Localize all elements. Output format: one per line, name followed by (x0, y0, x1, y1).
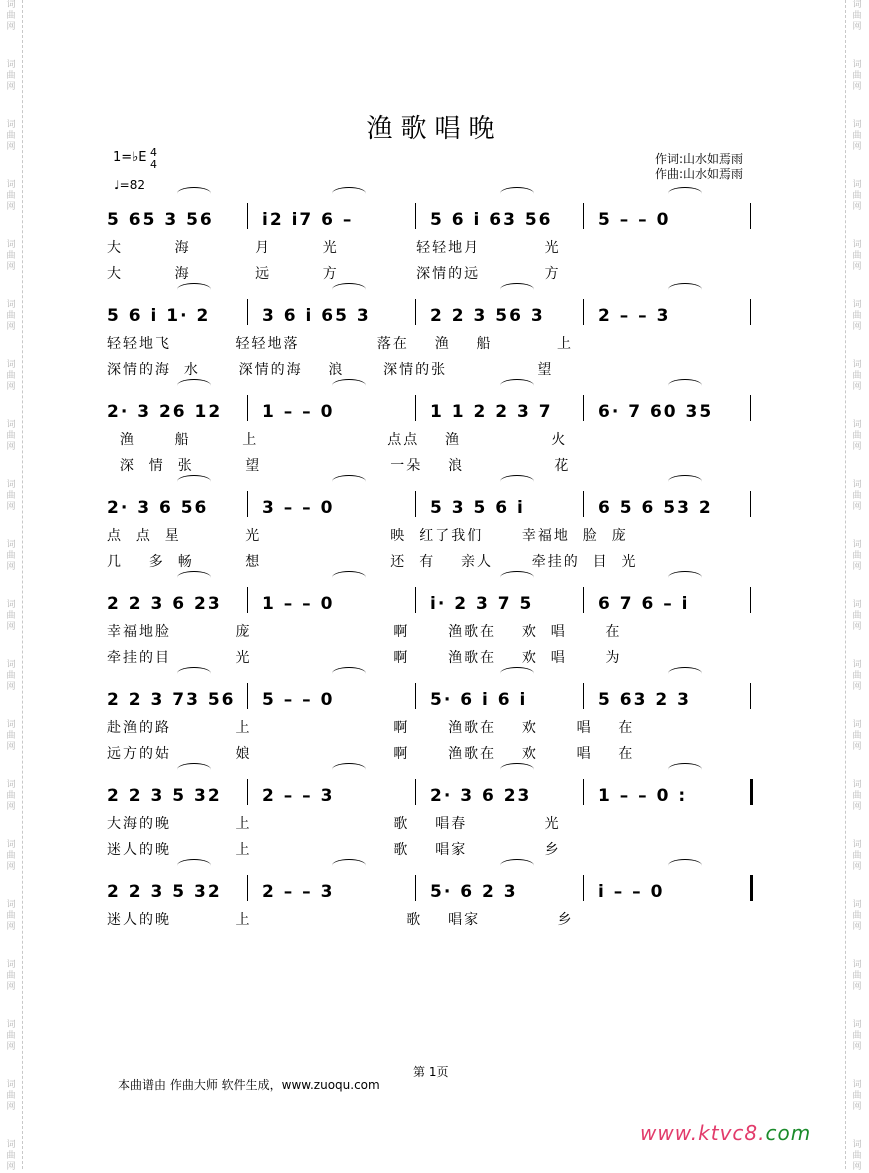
measure-notes: 2 2 3 56 3 (430, 306, 545, 326)
key-prefix: 1= (113, 150, 133, 165)
slur-mark (668, 187, 702, 200)
measure-notes: 5 65 3 56 (107, 210, 214, 230)
measure-notes: 5 – – 0 (262, 690, 335, 710)
slur-mark (332, 379, 366, 392)
barline (247, 587, 248, 613)
measure-notes: 5· 6 i 6 i (430, 690, 528, 710)
slur-mark (500, 859, 534, 872)
margin-watermark: 词 曲 网 (852, 840, 862, 872)
margin-watermark: 词 曲 网 (6, 360, 16, 392)
slur-mark (177, 475, 211, 488)
slur-mark (500, 283, 534, 296)
measure-notes: 6 5 6 53 2 (598, 498, 713, 518)
barline (415, 491, 416, 517)
barline (247, 491, 248, 517)
margin-watermark: 词 曲 网 (6, 1020, 16, 1052)
margin-watermark: 词 曲 网 (852, 960, 862, 992)
footer-note: 本曲谱由 作曲大师 软件生成，www.zuoqu.com (118, 1078, 380, 1092)
barline (583, 491, 584, 517)
lyric-verse-2: 远方的姑 娘 啊 渔歌在 欢 唱 在 (107, 746, 635, 762)
measure-notes: 1 1 2 2 3 7 (430, 402, 553, 422)
measure-notes: i – – 0 (598, 882, 665, 902)
score-row (0, 195, 869, 291)
lyric-verse-1: 赴渔的路 上 啊 渔歌在 欢 唱 在 (107, 720, 635, 736)
barline (583, 779, 584, 805)
barline (415, 395, 416, 421)
measure-notes: 2 2 3 5 32 (107, 882, 222, 902)
measure-notes: 3 – – 0 (262, 498, 335, 518)
measure-notes: 3 6 i 65 3 (262, 306, 371, 326)
barline (583, 587, 584, 613)
measure-notes: 5 63 2 3 (598, 690, 691, 710)
margin-watermark: 词 曲 网 (852, 780, 862, 812)
measure-notes: 2· 3 26 12 (107, 402, 223, 422)
barline (750, 683, 751, 709)
barline (750, 875, 753, 901)
margin-watermark: 词 曲 网 (6, 120, 16, 152)
time-top: 4 (150, 146, 157, 159)
slur-mark (668, 283, 702, 296)
barline (247, 299, 248, 325)
margin-watermark: 词 曲 网 (852, 240, 862, 272)
margin-watermark: 词 曲 网 (6, 300, 16, 332)
score-row (0, 771, 869, 867)
measure-notes: 2 – – 3 (262, 882, 335, 902)
lyric-verse-2: 几 多 畅 想 还 有 亲人 牵挂的 目 光 (107, 554, 638, 570)
measure-notes: 5 – – 0 (598, 210, 671, 230)
margin-watermark: 词 曲 网 (6, 1080, 16, 1112)
song-title: 渔歌唱晚 (366, 114, 503, 144)
margin-watermark: 词 曲 网 (6, 420, 16, 452)
slur-mark (668, 763, 702, 776)
margin-watermark: 词 曲 网 (852, 420, 862, 452)
site-main: www.ktvc8. (640, 1121, 766, 1145)
site-watermark (640, 1121, 811, 1145)
key-flat: ♭E (132, 150, 147, 165)
slur-mark (177, 187, 211, 200)
slur-mark (500, 187, 534, 200)
slur-mark (668, 379, 702, 392)
margin-watermark: 词 曲 网 (6, 0, 16, 32)
slur-mark (668, 667, 702, 680)
barline (247, 875, 248, 901)
barline (583, 203, 584, 229)
slur-mark (500, 571, 534, 584)
slur-mark (177, 667, 211, 680)
margin-watermark: 词 曲 网 (6, 900, 16, 932)
barline (247, 779, 248, 805)
margin-watermark: 词 曲 网 (852, 360, 862, 392)
margin-watermark: 词 曲 网 (6, 780, 16, 812)
barline (415, 875, 416, 901)
lyric-verse-2: 深 情 张 望 一朵 浪 花 (107, 458, 571, 474)
barline (750, 491, 751, 517)
score-row (0, 675, 869, 771)
credits (655, 152, 743, 182)
barline (247, 395, 248, 421)
margin-watermark: 词 曲 网 (6, 480, 16, 512)
margin-watermark: 词 曲 网 (6, 720, 16, 752)
lyric-verse-2: 大 海 远 方 深情的远 方 (107, 266, 561, 282)
measure-notes: 1 – – 0 (262, 402, 335, 422)
margin-watermark: 词 曲 网 (852, 300, 862, 332)
lyric-verse-1: 轻轻地飞 轻轻地落 落在 渔 船 上 (107, 336, 574, 352)
barline (583, 395, 584, 421)
slur-mark (668, 475, 702, 488)
margin-watermark: 词 曲 网 (6, 660, 16, 692)
score-row (0, 387, 869, 483)
page-number: 第 1页 (413, 1065, 449, 1079)
measure-notes: i2 i7 6 – (262, 210, 354, 230)
measure-notes: 1 – – 0 (262, 594, 335, 614)
margin-watermark: 词 曲 网 (6, 60, 16, 92)
slur-mark (177, 763, 211, 776)
lyric-verse-1: 大 海 月 光 轻轻地月 光 (107, 240, 561, 256)
slur-mark (332, 763, 366, 776)
measure-notes: 1 – – 0 : (598, 786, 688, 806)
slur-mark (500, 667, 534, 680)
tempo-marking: ♩=82 (114, 178, 145, 192)
slur-mark (668, 571, 702, 584)
barline (247, 203, 248, 229)
measure-notes: 2· 3 6 23 (430, 786, 532, 806)
barline (583, 875, 584, 901)
margin-watermark: 词 曲 网 (852, 120, 862, 152)
measure-notes: 5 6 i 63 56 (430, 210, 553, 230)
slur-mark (332, 283, 366, 296)
margin-watermark: 词 曲 网 (852, 600, 862, 632)
key-signature (113, 146, 157, 171)
slur-mark (332, 187, 366, 200)
measure-notes: 2 2 3 5 32 (107, 786, 222, 806)
site-tail: com (765, 1121, 812, 1145)
lyric-verse-1: 渔 船 上 点点 渔 火 (107, 432, 568, 448)
margin-watermark: 词 曲 网 (852, 660, 862, 692)
margin-watermark: 词 曲 网 (6, 240, 16, 272)
slur-mark (177, 283, 211, 296)
slur-mark (177, 571, 211, 584)
margin-watermark: 词 曲 网 (852, 1020, 862, 1052)
barline (583, 683, 584, 709)
barline (415, 779, 416, 805)
slur-mark (177, 859, 211, 872)
margin-watermark: 词 曲 网 (852, 0, 862, 32)
margin-watermark: 词 曲 网 (6, 840, 16, 872)
score-row (0, 291, 869, 387)
measure-notes: 6· 7 60 35 (598, 402, 714, 422)
lyric-verse-1: 迷人的晚 上 歌 唱家 乡 (107, 912, 574, 928)
slur-mark (332, 475, 366, 488)
slur-mark (668, 859, 702, 872)
slur-mark (177, 379, 211, 392)
lyric-verse-1: 幸福地脸 庞 啊 渔歌在 欢 唱 在 (107, 624, 622, 640)
time-bottom: 4 (150, 158, 157, 171)
lyric-verse-1: 大海的晚 上 歌 唱春 光 (107, 816, 561, 832)
measure-notes: 2 – – 3 (262, 786, 335, 806)
barline (583, 299, 584, 325)
margin-watermark: 词 曲 网 (6, 540, 16, 572)
measure-notes: 5 6 i 1· 2 (107, 306, 211, 326)
lyricist-credit: 作词:山水如焉雨 (655, 152, 744, 166)
barline (415, 203, 416, 229)
score-row (0, 867, 869, 963)
barline (750, 587, 751, 613)
lyric-verse-2: 迷人的晚 上 歌 唱家 乡 (107, 842, 561, 858)
margin-watermark: 词 曲 网 (852, 900, 862, 932)
margin-watermark: 词 曲 网 (6, 600, 16, 632)
time-signature (150, 147, 157, 171)
margin-watermark: 词 曲 网 (6, 1140, 16, 1172)
measure-notes: 2 2 3 73 56 (107, 690, 236, 710)
score-row (0, 483, 869, 579)
slur-mark (332, 859, 366, 872)
measure-notes: 2 – – 3 (598, 306, 671, 326)
slur-mark (332, 667, 366, 680)
margin-watermark: 词 曲 网 (852, 60, 862, 92)
measure-notes: 5· 6 2 3 (430, 882, 518, 902)
margin-watermark: 词 曲 网 (6, 960, 16, 992)
barline (247, 683, 248, 709)
barline (750, 779, 753, 805)
measure-notes: 5 3 5 6 i (430, 498, 525, 518)
barline (750, 395, 751, 421)
composer-credit: 作曲:山水如焉雨 (655, 167, 744, 181)
measure-notes: i· 2 3 7 5 (430, 594, 534, 614)
barline (415, 683, 416, 709)
slur-mark (332, 571, 366, 584)
lyric-verse-2: 牵挂的目 光 啊 渔歌在 欢 唱 为 (107, 650, 622, 666)
slur-mark (500, 379, 534, 392)
measure-notes: 2 2 3 6 23 (107, 594, 222, 614)
barline (750, 203, 751, 229)
measure-notes: 2· 3 6 56 (107, 498, 209, 518)
margin-watermark: 词 曲 网 (852, 180, 862, 212)
measure-notes: 6 7 6 – i (598, 594, 690, 614)
score-row (0, 579, 869, 675)
margin-watermark: 词 曲 网 (852, 720, 862, 752)
margin-watermark: 词 曲 网 (852, 1140, 862, 1172)
margin-watermark: 词 曲 网 (852, 540, 862, 572)
barline (415, 587, 416, 613)
barline (415, 299, 416, 325)
slur-mark (500, 763, 534, 776)
lyric-verse-2: 深情的海 水 深情的海 浪 深情的张 望 (107, 362, 554, 378)
barline (750, 299, 751, 325)
slur-mark (500, 475, 534, 488)
lyric-verse-1: 点 点 星 光 映 红了我们 幸福地 脸 庞 (107, 528, 628, 544)
margin-watermark: 词 曲 网 (852, 1080, 862, 1112)
margin-watermark: 词 曲 网 (852, 480, 862, 512)
margin-watermark: 词 曲 网 (6, 180, 16, 212)
